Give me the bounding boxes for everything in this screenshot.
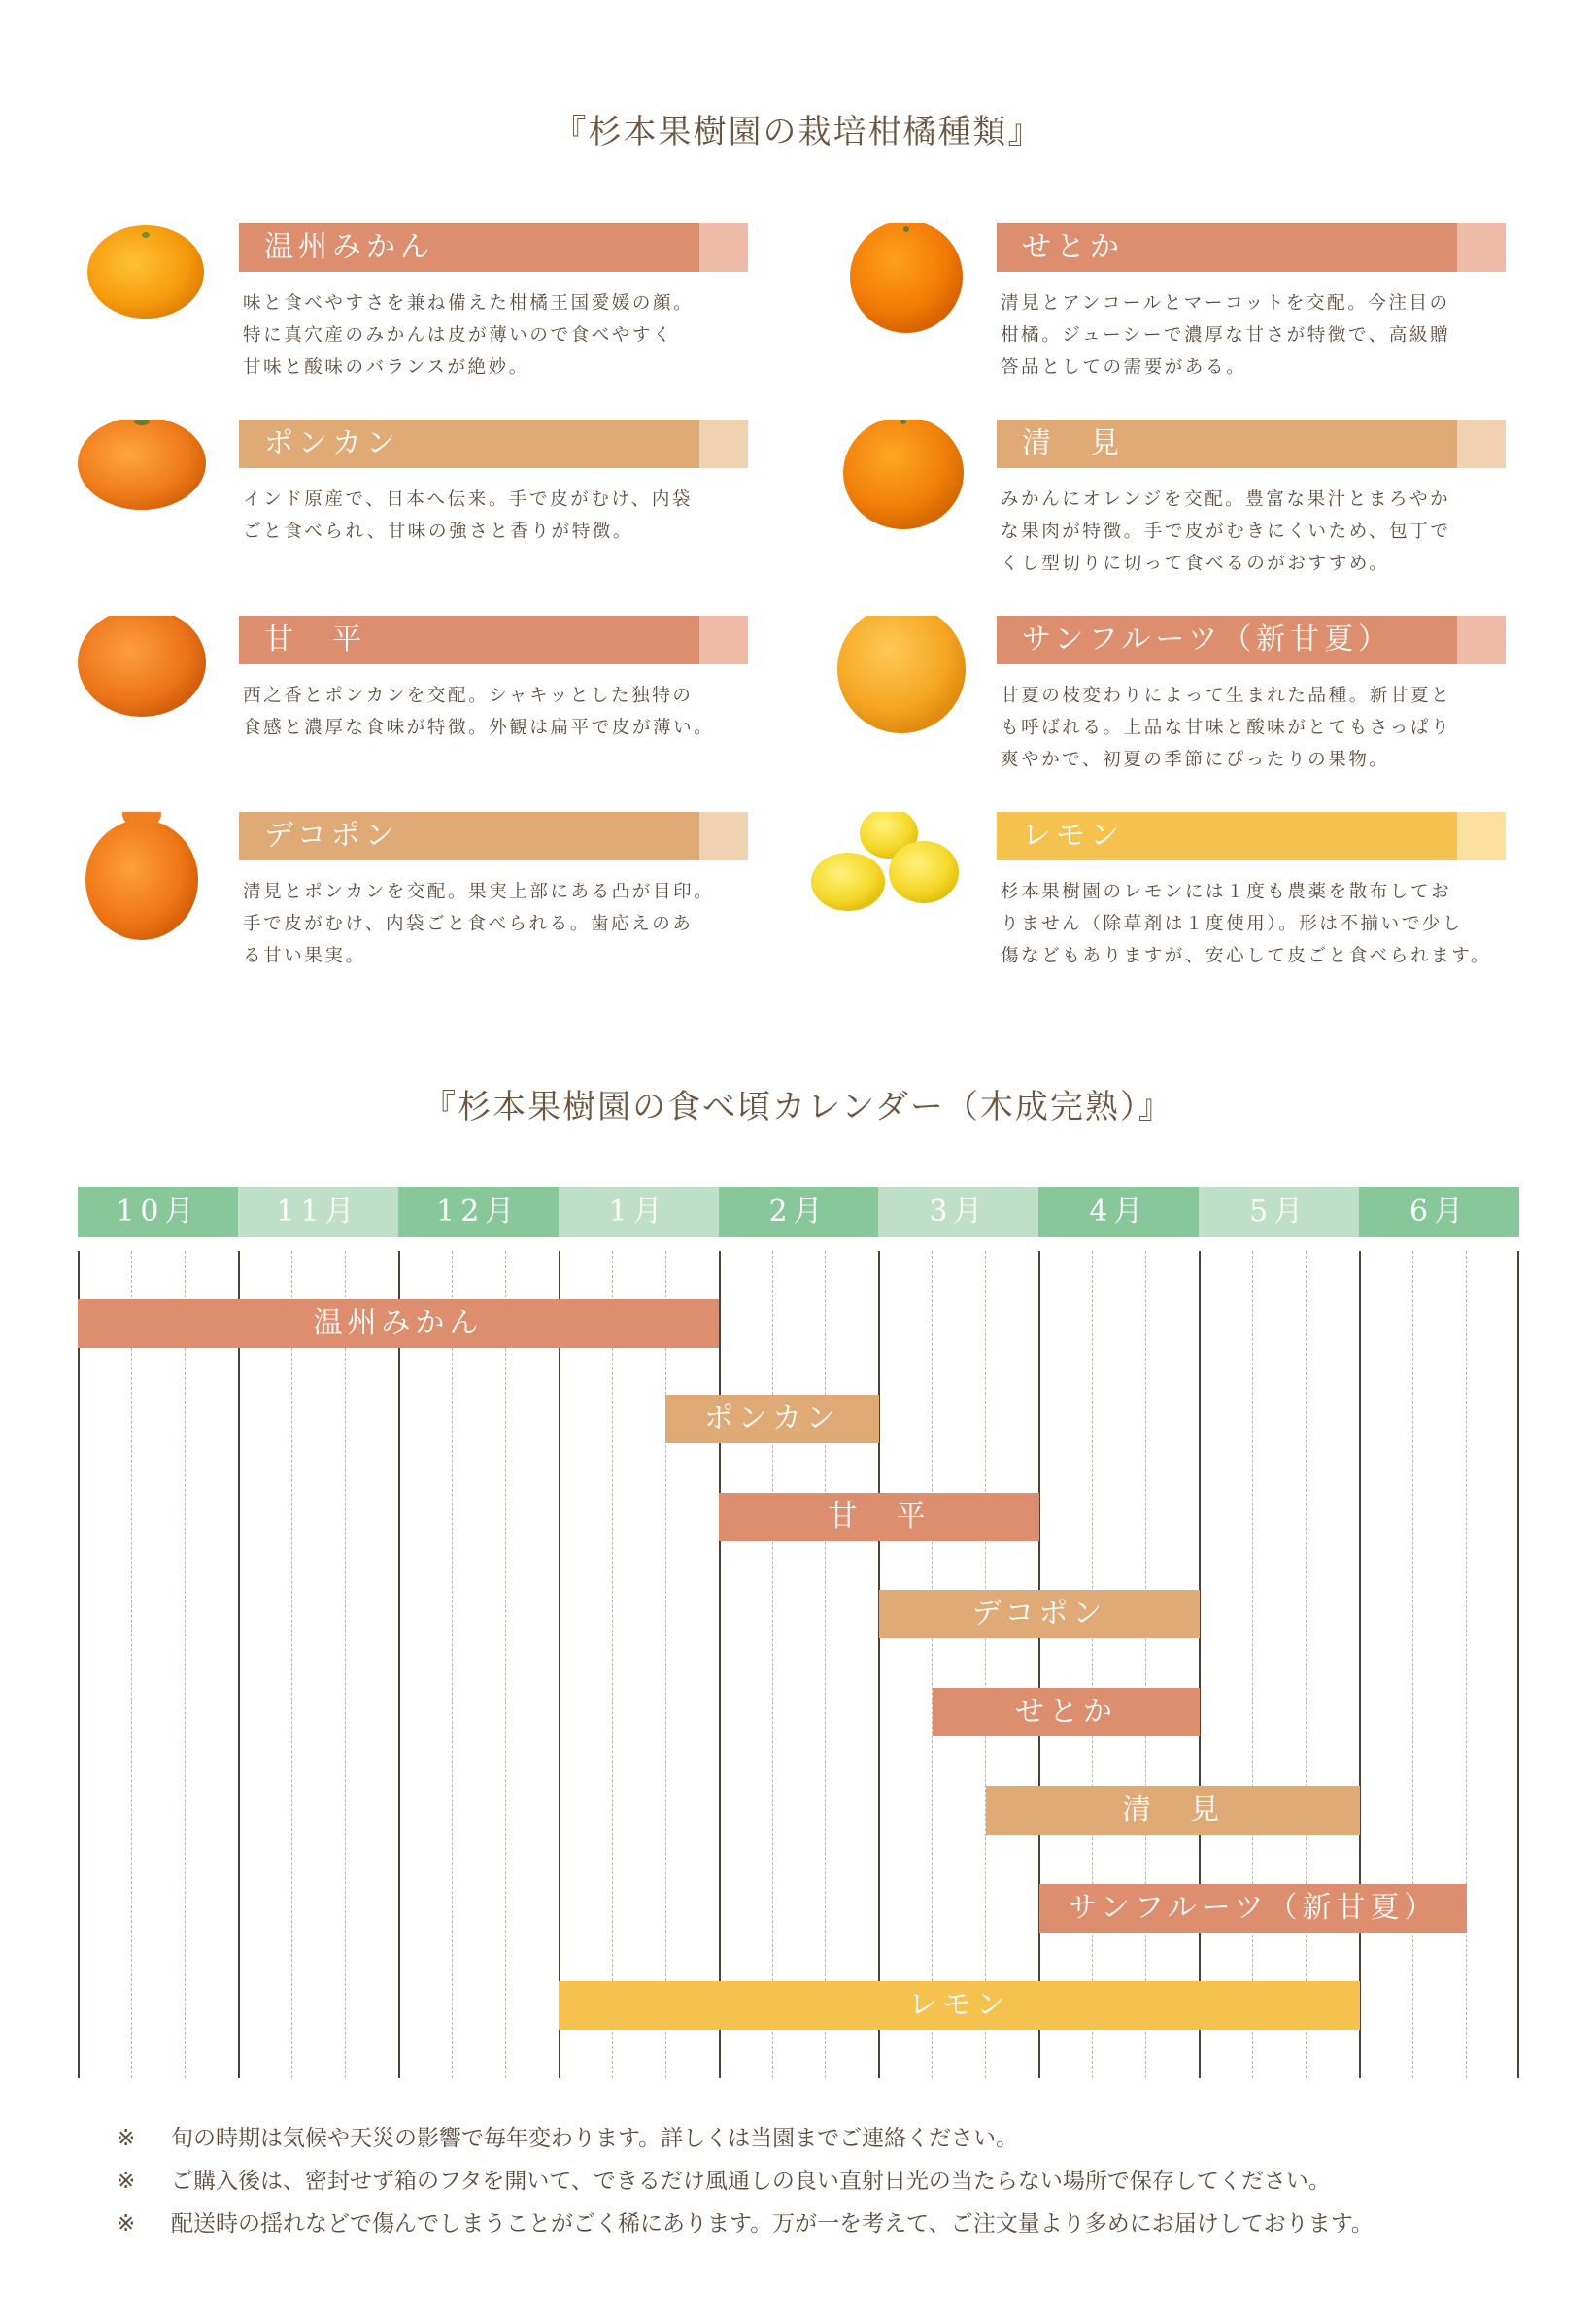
grid-line-third xyxy=(932,1251,933,2078)
kanpei-fruit-image xyxy=(76,616,221,761)
grid-line-third xyxy=(772,1251,773,2078)
desc-line: 西之香とポンカンを交配。シャキッとした独特の xyxy=(243,686,694,706)
variety-name: せとか xyxy=(1022,230,1124,264)
grid-line-month xyxy=(878,1251,880,2078)
grid-line-third xyxy=(665,1251,666,2078)
notes xyxy=(117,2117,1535,2245)
bar-tip xyxy=(1457,812,1506,860)
variety-name-bar xyxy=(997,223,1506,272)
variety-name: デコポン xyxy=(264,819,399,853)
month-label: 11月 xyxy=(238,1187,398,1237)
lemon-fruit-image xyxy=(809,812,965,958)
ponkan-fruit-image xyxy=(76,420,221,565)
variety-description xyxy=(1001,876,1564,972)
grid-line-third xyxy=(612,1251,613,2078)
grid-line-third xyxy=(1466,1251,1467,2078)
note-line xyxy=(117,2160,1535,2203)
variety-name: ポンカン xyxy=(264,426,400,460)
grid-line-third xyxy=(345,1251,346,2078)
period-bar-ponkan: ポンカン xyxy=(665,1395,879,1443)
variety-name: レモン xyxy=(1022,819,1124,853)
bar-tip xyxy=(699,616,748,664)
desc-line: 爽やかで、初夏の季節にぴったりの果物。 xyxy=(1001,750,1390,770)
variety-description xyxy=(1001,287,1564,384)
bar-tip xyxy=(699,812,748,860)
calendar-grid xyxy=(78,1251,1519,2078)
month-label: 12月 xyxy=(398,1187,559,1237)
desc-line: 甘夏の枝変わりによって生まれた品種。新甘夏と xyxy=(1001,686,1452,706)
grid-line-month xyxy=(719,1251,721,2078)
variety-name-bar xyxy=(997,812,1506,860)
variety-card-sunfruit xyxy=(833,616,1572,791)
desc-line: くし型切りに切って食べるのがおすすめ。 xyxy=(1001,554,1390,574)
bar-tip xyxy=(1457,223,1506,272)
grid-line-third xyxy=(1252,1251,1253,2078)
bar-tip xyxy=(699,420,748,468)
grid-line-third xyxy=(825,1251,826,2078)
variety-description xyxy=(1001,680,1564,776)
unshu-mikan-fruit-image xyxy=(76,223,221,369)
variety-card-setoka xyxy=(833,223,1572,398)
desc-line: る甘い果実。 xyxy=(243,946,366,966)
variety-name: 甘 平 xyxy=(264,623,366,657)
desc-line: 特に真穴産のみかんは皮が薄いので食べやすく xyxy=(243,325,674,346)
variety-description xyxy=(243,484,806,548)
grid-line-third xyxy=(452,1251,453,2078)
month-label: 4月 xyxy=(1038,1187,1199,1237)
desc-line: 答品としての需要がある。 xyxy=(1001,357,1247,378)
kiyomi-fruit-image xyxy=(833,420,979,565)
grid-line-third xyxy=(291,1251,292,2078)
desc-line: 清見とポンカンを交配。果実上部にある凸が目印。 xyxy=(243,882,715,902)
month-label: 10月 xyxy=(78,1187,238,1237)
variety-card-unshu-mikan xyxy=(76,223,814,398)
variety-name-bar xyxy=(239,420,748,468)
setoka-fruit-image xyxy=(833,223,979,369)
desc-line: 味と食べやすさを兼ね備えた柑橘王国愛媛の顔。 xyxy=(243,293,695,314)
desc-line: ごと食べられ、甘味の強さと香りが特徴。 xyxy=(243,522,634,542)
variety-name-bar xyxy=(997,616,1506,664)
note-text: 配送時の揺れなどで傷んでしまうことがごく稀にあります。万が一を考えて、ご注文量より多めにお届けしております。 xyxy=(171,2211,1374,2237)
desc-line: 柑橘。ジューシーで濃厚な甘さが特徴で、高級贈 xyxy=(1001,325,1451,346)
grid-line-third xyxy=(1092,1251,1093,2078)
variety-card-ponkan xyxy=(76,420,814,594)
month-header xyxy=(78,1187,1519,1237)
desc-line: 杉本果樹園のレモンには１度も農薬を散布してお xyxy=(1001,882,1452,902)
note-line xyxy=(117,2203,1535,2245)
month-label: 3月 xyxy=(878,1187,1038,1237)
desc-line: 傷などもありますが、安心して皮ごと食べられます。 xyxy=(1001,946,1491,966)
grid-line-month xyxy=(78,1251,80,2078)
period-bar-unshu-mikan: 温州みかん xyxy=(78,1299,719,1348)
desc-line: りません（除草剤は１度使用）。形は不揃いで少し xyxy=(1001,914,1464,934)
grid-line-month xyxy=(238,1251,240,2078)
desc-line: 食感と濃厚な食味が特徴。外観は扁平で皮が薄い。 xyxy=(243,718,715,738)
variety-name-bar xyxy=(239,223,748,272)
month-label: 1月 xyxy=(559,1187,719,1237)
bar-tip xyxy=(1457,616,1506,664)
grid-line-month xyxy=(1517,1251,1519,2078)
variety-name-bar xyxy=(239,616,748,664)
note-text: 旬の時期は気候や天災の影響で毎年変わります。詳しくは当園までご連絡ください。 xyxy=(171,2126,1019,2151)
grid-line-third xyxy=(1412,1251,1413,2078)
variety-name: 温州みかん xyxy=(264,230,434,264)
variety-card-lemon xyxy=(833,812,1572,987)
grid-line-third xyxy=(131,1251,132,2078)
variety-name-bar xyxy=(239,812,748,860)
desc-line: 甘味と酸味のバランスが絶妙。 xyxy=(243,357,529,378)
varieties-title: 『杉本果樹園の栽培柑橘種類』 xyxy=(553,113,1043,152)
note-line xyxy=(117,2117,1535,2160)
desc-line: 手で皮がむけ、内袋ごと食べられる。歯応えのあ xyxy=(243,914,694,934)
variety-name: 清 見 xyxy=(1022,426,1124,460)
bar-tip xyxy=(1457,420,1506,468)
month-label: 2月 xyxy=(719,1187,879,1237)
variety-card-dekopon xyxy=(76,812,814,987)
period-bar-kiyomi: 清 見 xyxy=(986,1786,1360,1835)
variety-description xyxy=(243,287,806,384)
sunfruit-fruit-image xyxy=(833,616,979,761)
period-bar-setoka: せとか xyxy=(933,1688,1200,1736)
grid-line-month xyxy=(1038,1251,1040,2078)
desc-line: インド原産で、日本へ伝来。手で皮がむけ、内袋 xyxy=(243,489,694,510)
grid-line-month xyxy=(1359,1251,1361,2078)
grid-line-third xyxy=(985,1251,986,2078)
grid-line-third xyxy=(1145,1251,1146,2078)
variety-description xyxy=(243,876,806,972)
desc-line: 清見とアンコールとマーコットを交配。今注目の xyxy=(1001,293,1450,314)
grid-line-month xyxy=(1199,1251,1201,2078)
variety-description xyxy=(243,680,806,744)
dekopon-fruit-image xyxy=(76,812,221,958)
variety-description xyxy=(1001,484,1564,580)
period-bar-lemon: レモン xyxy=(559,1981,1360,2030)
period-bar-kanpei: 甘 平 xyxy=(719,1493,1039,1541)
desc-line: みかんにオレンジを交配。豊富な果汁とまろやか xyxy=(1001,489,1451,510)
grid-line-month xyxy=(559,1251,560,2078)
variety-name: サンフルーツ（新甘夏） xyxy=(1022,623,1393,657)
variety-card-kanpei xyxy=(76,616,814,791)
period-bar-sunfruit: サンフルーツ（新甘夏） xyxy=(1039,1884,1467,1933)
grid-line-third xyxy=(1306,1251,1307,2078)
variety-name-bar xyxy=(997,420,1506,468)
calendar-title: 『杉本果樹園の食べ頃カレンダー（木成完熟）』 xyxy=(423,1088,1173,1127)
variety-card-kiyomi xyxy=(833,420,1572,594)
grid-line-month xyxy=(398,1251,400,2078)
grid-line-third xyxy=(505,1251,506,2078)
note-mark: ※ xyxy=(117,2211,136,2237)
grid-line-third xyxy=(185,1251,186,2078)
month-label: 5月 xyxy=(1199,1187,1359,1237)
month-label: 6月 xyxy=(1359,1187,1519,1237)
period-bar-dekopon: デコポン xyxy=(879,1590,1200,1638)
note-mark: ※ xyxy=(117,2126,136,2151)
desc-line: も呼ばれる。上品な甘味と酸味がとてもさっぱり xyxy=(1001,718,1452,738)
desc-line: な果肉が特徴。手で皮がむきにくいため、包丁で xyxy=(1001,522,1451,542)
note-text: ご購入後は、密封せず箱のフタを開いて、できるだけ風通しの良い直射日光の当たらない場所で保存してください。 xyxy=(171,2169,1331,2194)
bar-tip xyxy=(699,223,748,272)
note-mark: ※ xyxy=(117,2169,136,2194)
